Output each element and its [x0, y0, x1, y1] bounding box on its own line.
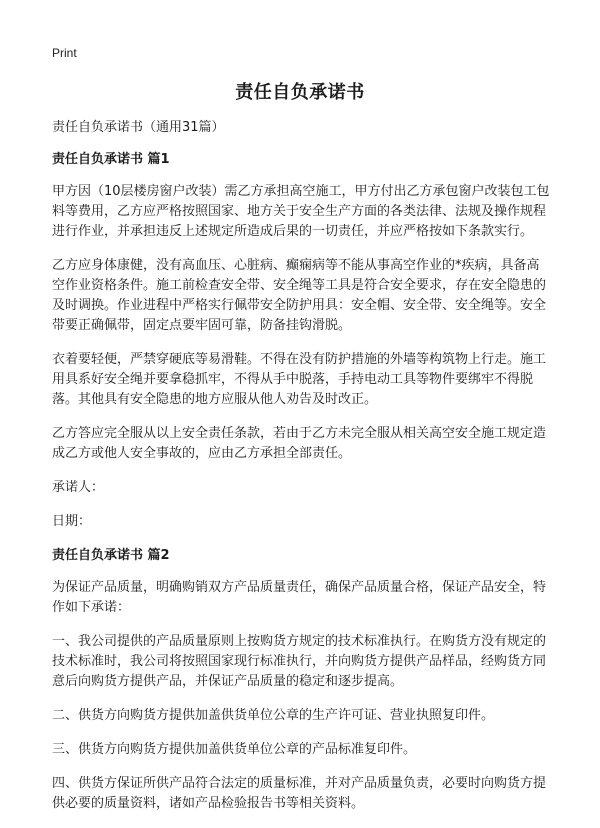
date-label: 日期：	[52, 514, 92, 529]
paragraph: 乙方应身体康健，没有高血压、心脏病、癫痫病等不能从事高空作业的*疾病，具备高空作业资格条件。施工前检查安全带、安全绳等工具是符合安全要求，存在安全隐患的及时调换。作业进程中严格实行佩带安全防护用具：安全帽、安全带、安全绳等。安全带要正确佩带，固定点要牢固可靠，防备挂钩滑脱。	[52, 258, 547, 333]
paragraph: 乙方答应完全服从以上安全责任条款，若由于乙方未完全服从相关高空安全施工规定造成乙方或他人安全事故的，应由乙方承担全部责任。	[52, 426, 547, 461]
paragraph: 二、供货方向购货方提供加盖供货单位公章的生产许可证、营业执照复印件。	[52, 708, 495, 723]
print-link[interactable]: Print	[52, 46, 77, 60]
paragraph: 为保证产品质量，明确购销双方产品质量责任，确保产品质量合格，保证产品安全，特作如下承诺：	[52, 580, 547, 615]
document-subtitle: 责任自负承诺书（通用31篇）	[52, 120, 225, 135]
paragraph: 四、供货方保证所供产品符合法定的质量标准，并对产品质量负责，必要时向购货方提供必要的质量资料，诸如产品检验报告书等相关资料。	[52, 776, 547, 811]
document-title: 责任自负承诺书	[235, 82, 365, 103]
paragraph: 甲方因（10层楼房窗户改装）需乙方承担高空施工，甲方付出乙方承包窗户改装包工包料等费用，乙方应严格按照国家、地方关于安全生产方面的各类法律、法规及操作规程进行作业，并承担违反上述规定所造成后果的一切责任，并应严格按如下条款实行。	[52, 184, 550, 239]
paragraph: 衣着要轻便，严禁穿硬底等易滑鞋。不得在没有防护措施的外墙等构筑物上行走。施工用具系好安全绳并要拿稳抓牢，不得从手中脱落，手持电动工具等物件要绑牢不得脱落。其他具有安全隐患的地方应服从他人劝告及时改正。	[52, 352, 547, 407]
signer-label: 承诺人：	[52, 480, 105, 495]
section-heading: 责任自负承诺书 篇1	[52, 152, 170, 167]
section-heading: 责任自负承诺书 篇2	[52, 548, 170, 563]
paragraph: 一、我公司提供的产品质量原则上按购货方规定的技术标准执行。在购货方没有规定的技术标准时，我公司将按照国家现行标准执行，并向购货方提供产品样品，经购货方同意后向购货方提供产品，并保证产品质量的稳定和逐步提高。	[52, 634, 547, 689]
document-body	[52, 118, 552, 828]
paragraph: 三、供货方向购货方提供加盖供货单位公章的产品标准复印件。	[52, 742, 417, 757]
